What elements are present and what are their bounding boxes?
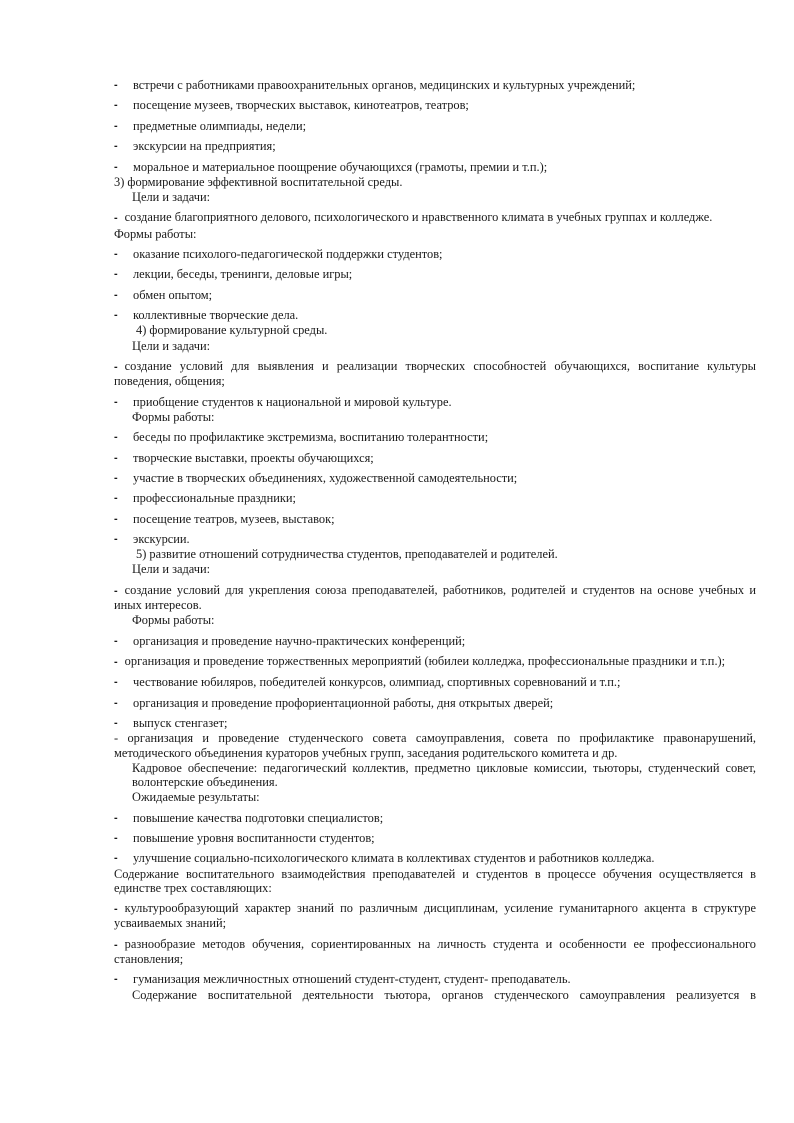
- section-heading: 3) формирование эффективной воспитательной среды.: [114, 174, 403, 189]
- list-item: [114, 937, 756, 966]
- list-item-text: повышение уровня воспитанности студентов;: [133, 831, 375, 846]
- bullet-dash-icon: -: [114, 676, 118, 689]
- list-item: [114, 532, 756, 546]
- bullet-dash-icon: -: [114, 268, 118, 281]
- list-item: [114, 716, 756, 730]
- list-item-text: встречи с работниками правоохранительных органов, медицинских и культурных учреждений;: [133, 78, 636, 92]
- list-item-text: создание благоприятного делового, психологического и нравственного климата в учебных группах и колледже.: [124, 210, 713, 225]
- bullet-dash-icon: -: [114, 288, 118, 301]
- section-heading: Формы работы:: [132, 409, 215, 424]
- paragraph: Кадровое обеспечение: педагогический коллектив, предметно цикловые комиссии, тьюторы, студенческий совет, волонтерские объединения.: [132, 760, 756, 790]
- list-item-text: профессиональные праздники;: [133, 491, 296, 506]
- bullet-dash-icon: -: [114, 395, 118, 408]
- bullet-dash-icon: -: [114, 79, 118, 91]
- list-item-text: участие в творческих объединениях, художественной самодеятельности;: [133, 470, 518, 485]
- list-item-text: создание условий для выявления и реализации творческих способностей обучающихся, воспитание культуры поведения, общения;: [114, 358, 756, 389]
- bullet-dash-icon: -: [114, 832, 118, 845]
- list-item-text: моральное и материальное поощрение обучающихся (грамоты, премии и т.п.);: [133, 159, 548, 174]
- list-item-text: лекции, беседы, тренинги, деловые игры;: [133, 267, 353, 282]
- bullet-dash-icon: -: [114, 811, 118, 824]
- list-item-text: разнообразие методов обучения, сориентированных на личность студента и особенности ее профессионального становления;: [114, 936, 756, 966]
- bullet-dash-icon: -: [114, 696, 118, 709]
- section-heading: Формы работы:: [114, 226, 197, 241]
- list-item: [114, 471, 756, 485]
- list-item: [114, 491, 756, 505]
- list-item-text: выпуск стенгазет;: [133, 716, 228, 731]
- paragraph: Содержание воспитательного взаимодействия преподавателей и студентов в процессе обучения осуществляется в единстве трех составляющих:: [114, 866, 756, 895]
- list-item-text: организация и проведение профориентационной работы, дня открытых дверей;: [133, 695, 554, 710]
- list-item-text: оказание психолого-педагогической поддержки студентов;: [133, 246, 443, 261]
- list-item: [114, 139, 756, 153]
- list-item: [114, 451, 756, 465]
- list-item-text: чествование юбиляров, победителей конкурсов, олимпиад, спортивных соревнований и т.п.;: [133, 675, 621, 690]
- bullet-dash-icon: -: [114, 903, 118, 916]
- bullet-dash-icon: -: [114, 656, 118, 669]
- paragraph: Содержание воспитательной деятельности тьютора, органов студенческого самоуправления реализуется в: [132, 987, 756, 1002]
- list-item-text: предметные олимпиады, недели;: [133, 118, 307, 133]
- list-item-text: организация и проведение научно-практических конференций;: [133, 633, 466, 648]
- list-item: [114, 634, 756, 648]
- document-page: [114, 78, 756, 1002]
- list-item: [114, 851, 756, 865]
- bullet-dash-icon: -: [114, 140, 118, 153]
- section-heading: Цели и задачи:: [132, 562, 211, 577]
- list-item: [114, 98, 756, 112]
- list-item-text: посещение театров, музеев, выставок;: [133, 511, 335, 526]
- list-item: [114, 308, 756, 322]
- list-item-text: обмен опытом;: [133, 287, 213, 302]
- list-item-text: творческие выставки, проекты обучающихся;: [133, 450, 374, 465]
- list-item: [114, 210, 756, 225]
- list-item: [114, 78, 756, 92]
- bullet-dash-icon: -: [114, 247, 118, 260]
- list-item: [114, 288, 756, 302]
- list-item: [114, 267, 756, 281]
- bullet-dash-icon: -: [114, 119, 118, 132]
- list-item: [114, 901, 756, 930]
- list-item-text: гуманизация межличностных отношений студент-студент, студент- преподаватель.: [133, 972, 571, 987]
- section-heading: Ожидаемые результаты:: [132, 790, 260, 805]
- list-item-text: экскурсии.: [133, 532, 190, 547]
- bullet-dash-icon: -: [114, 533, 118, 546]
- list-item-text: организация и проведение торжественных мероприятий (юбилеи колледжа, профессиональные праздники и т.п.);: [124, 654, 726, 669]
- bullet-dash-icon: -: [114, 160, 118, 173]
- list-item: [114, 654, 756, 669]
- bullet-dash-icon: -: [114, 431, 118, 444]
- list-item-text: создание условий для укрепления союза преподавателей, работников, родителей и студентов на основе учебных и иных интересов.: [114, 582, 756, 613]
- section-heading: Цели и задачи:: [132, 189, 211, 204]
- bullet-dash-icon: -: [114, 451, 118, 464]
- paragraph: - организация и проведение студенческого совета самоуправления, совета по профилактике правонарушений, методического объединения кураторов учебных групп, заседания родительского комитета и др.: [114, 731, 756, 760]
- list-item-text: улучшение социально-психологического климата в коллективах студентов и работников колледжа.: [133, 851, 655, 866]
- section-heading: Формы работы:: [132, 613, 215, 628]
- list-item: [114, 247, 756, 261]
- list-item-text: экскурсии на предприятия;: [133, 139, 276, 154]
- bullet-dash-icon: -: [114, 471, 118, 484]
- section-heading: Цели и задачи:: [132, 338, 211, 353]
- bullet-dash-icon: -: [114, 852, 118, 865]
- list-item-text: культурообразующий характер знаний по различным дисциплинам, усиление гуманитарного акцента в структуре усваиваемых знаний;: [114, 901, 756, 931]
- list-item: [114, 119, 756, 133]
- section-heading: 5) развитие отношений сотрудничества студентов, преподавателей и родителей.: [136, 547, 558, 562]
- list-item-text: посещение музеев, творческих выставок, кинотеатров, театров;: [133, 98, 469, 113]
- bullet-dash-icon: -: [114, 584, 118, 597]
- bullet-dash-icon: -: [114, 973, 118, 986]
- bullet-dash-icon: -: [114, 212, 118, 225]
- list-item-text: коллективные творческие дела.: [133, 308, 299, 323]
- bullet-dash-icon: -: [114, 360, 118, 373]
- section-heading: 4) формирование культурной среды.: [136, 323, 328, 338]
- list-item: [114, 359, 756, 388]
- bullet-dash-icon: -: [114, 938, 118, 951]
- list-item: [114, 675, 756, 689]
- list-item-text: беседы по профилактике экстремизма, воспитанию толерантности;: [133, 430, 489, 445]
- list-item: [114, 512, 756, 526]
- bullet-dash-icon: -: [114, 717, 118, 730]
- list-item: [114, 811, 756, 825]
- list-item: [114, 583, 756, 612]
- list-item-text: приобщение студентов к национальной и мировой культуре.: [133, 394, 452, 409]
- list-item-text: повышение качества подготовки специалистов;: [133, 810, 384, 825]
- list-item: [114, 831, 756, 845]
- bullet-dash-icon: -: [114, 492, 118, 505]
- list-item: [114, 395, 756, 409]
- list-item: [114, 972, 756, 986]
- bullet-dash-icon: -: [114, 99, 118, 112]
- bullet-dash-icon: -: [114, 309, 118, 322]
- bullet-dash-icon: -: [114, 512, 118, 525]
- bullet-dash-icon: -: [114, 634, 118, 647]
- list-item: [114, 430, 756, 444]
- list-item: [114, 160, 756, 174]
- list-item: [114, 696, 756, 710]
